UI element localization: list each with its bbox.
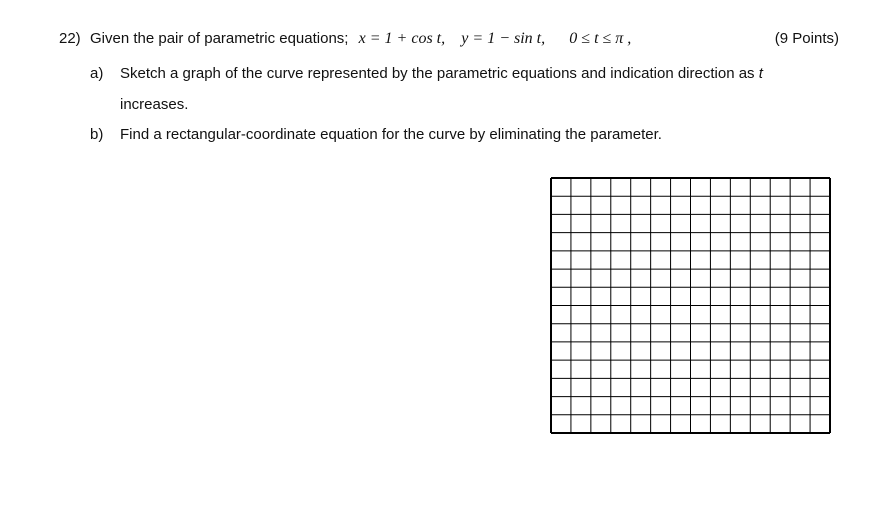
equation-y: y = 1 − sin t,	[461, 30, 546, 47]
part-b-text: Find a rectangular-coordinate equation for the curve by eliminating the parameter.	[120, 126, 662, 143]
graph-grid	[550, 177, 831, 434]
equation-x: x = 1 + cos t,	[358, 30, 446, 47]
part-a-text-line2: increases.	[120, 96, 189, 113]
question-number: 22)	[59, 30, 81, 47]
part-a-text-line1: Sketch a graph of the curve represented by the parametric equations and indication direction as t	[120, 65, 763, 82]
part-a-label: a)	[90, 65, 104, 82]
part-a-variable: t	[758, 65, 763, 82]
graph-grid-svg	[550, 177, 831, 434]
points-label: (9 Points)	[774, 30, 839, 47]
stem-prefix: Given the pair of parametric equations;	[90, 30, 349, 47]
part-b-label: b)	[90, 126, 104, 143]
parameter-domain: 0 ≤ t ≤ π ,	[569, 30, 632, 47]
question-stem	[90, 30, 631, 48]
